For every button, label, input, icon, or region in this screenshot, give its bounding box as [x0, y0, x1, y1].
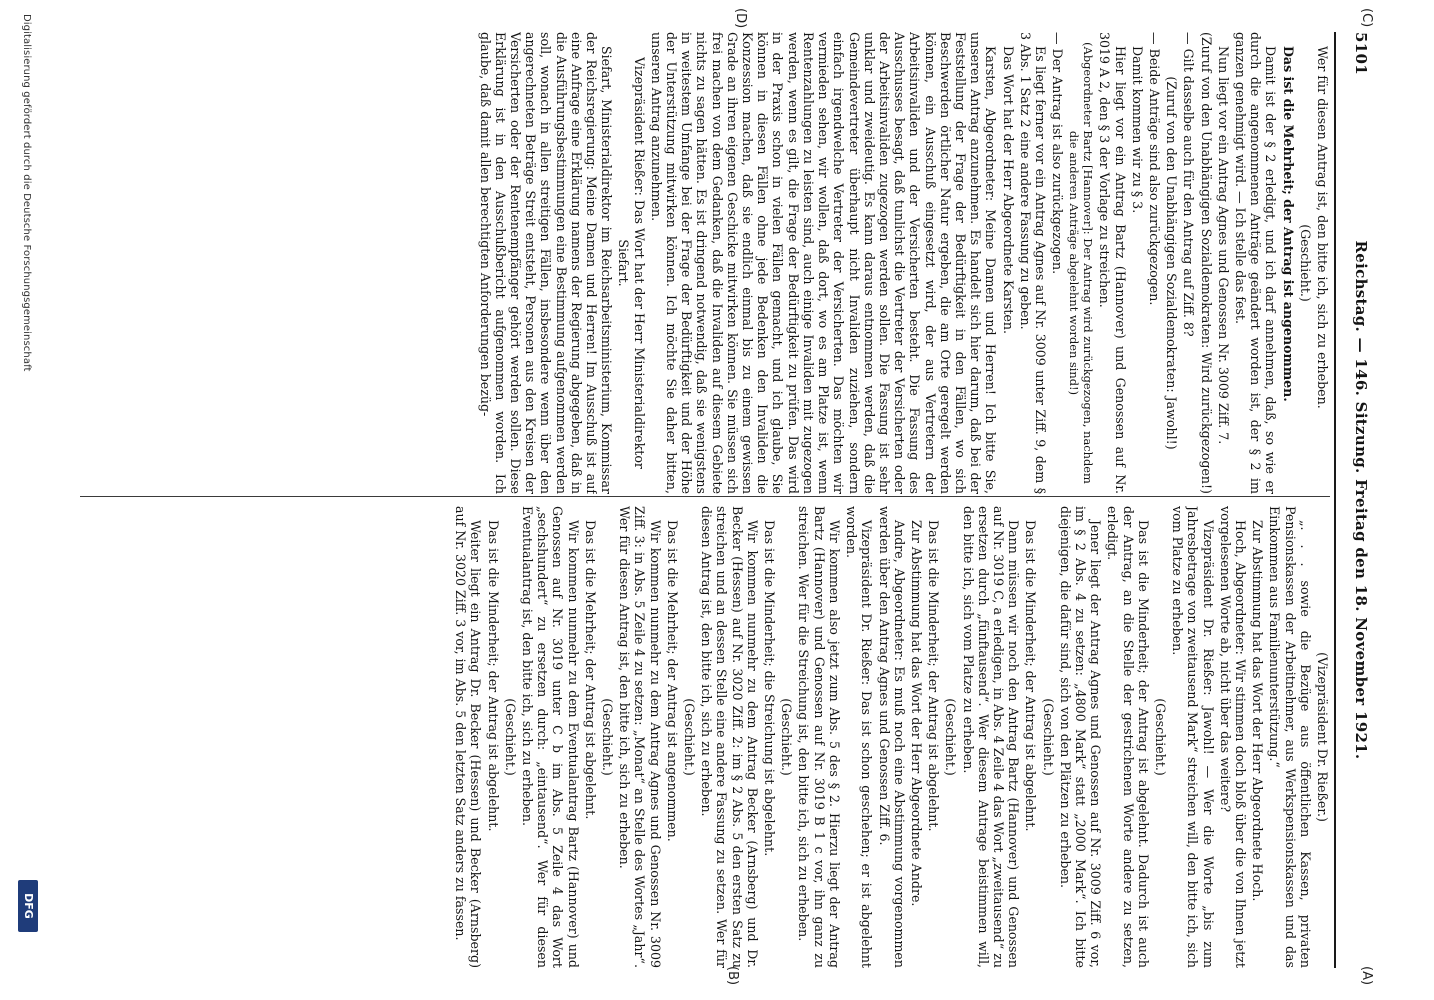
speech-hoch: Hoch, Abgeordneter: Wir stimmen doch bloß über die von Ihnen jetzt vorgelesenen Worte ab, nicht über das weitere? [1217, 506, 1248, 968]
stage-direction: (Geschieht.) [682, 698, 698, 776]
paragraph: Das ist die Minderheit; die Streichung ist abgelehnt. [762, 520, 778, 857]
paragraph: Vizepräsident Dr. Rießer: Das ist schon geschehen; er ist abgelehnt worden. [844, 506, 875, 968]
paragraph: Das Wort hat der Herr Abgeordnete Karsten. [1000, 46, 1016, 334]
stage-direction: (Geschieht.) [943, 698, 959, 776]
dfg-logo: DFG [18, 880, 38, 932]
paragraph: Wir kommen also jetzt zum Abs. 5 des § 2. Hierzu liegt der Antrag Bartz (Hannover) und Genossen auf Nr. 3019 B 1 c vor, ihn ganz zu streichen. Wer für die Streichung ist, den bitte ich, sich zu erheben. [796, 506, 842, 968]
paragraph: Vizepräsident Dr. Rießer: Jawohl! — Wer die Worte „bis zum Jahresbetrage von zweitausend Mark“ streichen will, den bitte ich, sich vom Platze zu erheben. [1170, 506, 1216, 968]
paragraph: Das ist die Mehrheit; der Antrag ist abgelehnt. [582, 520, 598, 820]
paragraph: Dann müssen wir noch den Antrag Bartz (Hannover) und Genossen auf Nr. 3019 C, a erledigen, in Abs. 4 Zeile 4 das Wort „zweitausend“ zu ersetzen durch „fünftausend“. Wer diesem Antrage beistimmen will, den bitte ich, sich vom Platze zu erheben. [960, 506, 1022, 968]
stage-direction: (Geschieht.) [779, 698, 795, 776]
right-column [90, 506, 1330, 968]
speech-andre: Andre, Abgeordneter: Es muß noch eine Abstimmung vorgenommen werden über den Antrag Agnes und Genossen Ziff. 6. [876, 506, 907, 968]
running-head: Reichstag. — 146. Sitzung. Freitag den 18. November 1921. [1352, 240, 1370, 760]
paragraph: Zur Abstimmung hat das Wort der Herr Abgeordnete Andre. [908, 520, 924, 907]
paragraph: Jener liegt der Antrag Agnes und Genossen auf Nr. 3009 Ziff. 6 vor, im § 2 Abs. 4 zu setzen: „4800 Mark“ statt „2000 Mark“. Ich bitte diejenigen, die dafür sind, sich von den Plätzen zu erheben. [1057, 506, 1104, 968]
speech-karsten: Karsten, Abgeordneter: Meine Damen und Herren! Ich bitte Sie, unseren Antrag anzunehmen. Es handelt sich hier darum, daß bei der Feststellung der Frage der Bedürftigkeit in den Fällen, wo sich Beschwerden örtlicher Natur ergeben, die am Orte geregelt werden können, ein Ausschuß eingesetzt wird, der aus Vertretern der Arbeitsinvaliden und der Versicherten besteht. Die Fassung des Ausschusses besagt, daß tunlichst die Vertreter der Versicherten oder der Arbeitsinvaliden zugezogen werden sollen. Die Fassung ist sehr unklar und zweideutig. Es kann daraus entnommen werden, daß die Gemeindevertreter überhaupt nicht Invaliden zuziehen, sondern einfach irgendwelche Vertreter der Versicherten. Das möchten wir vermieden sehen, wir wollen, daß dort, wo es am Platze ist, wenn Rentenzahlungen zu leisten sind, auch einige Invaliden mit zugezogen werden, wenn es gilt, die Frage der Bedürftigkeit zu prüfen. Das wird in der Praxis schon in vielen Fällen gemacht, und ich glaube, Sie können in diesen Fällen ohne jede Bedenken den Invaliden die Konzession machen, daß sie endlich einmal bis zu einem gewissen Grade an ihren eigenen Geschicke mitwirken können. Sie müssen sich frei machen von dem Gedanken, daß die Invaliden auf diesem Gebiete nichts zu sagen hätten. Es ist dringend notwendig, daß sie wenigstens in weitestem Umfange bei der Frage der Bedürftigkeit und der Höhe der Unterstützung mitwirken können. Ich möchte Sie daher bitten, unseren Antrag anzunehmen. [648, 32, 999, 494]
stage-direction: (Geschieht.) [1040, 698, 1056, 776]
stage-direction: (Geschieht.) [1152, 698, 1168, 776]
stage-direction: (Geschieht.) [502, 698, 518, 776]
paragraph: Wir kommen nunmehr zu dem Eventualantrag Bartz (Hannover) und Genossen auf Nr. 3019 unter C b im Abs. 5 Zeile 4 das Wort „sechshundert“ zu ersetzen durch: „eintausend“. Wer für diesen Eventualantrag ist, den bitte ich, sich zu erheben. [520, 506, 581, 968]
speech-siefart: Siefart, Ministerialdirektor im Reichsarbeitsministerium, Kommissar der Reichsregierung: Meine Damen und Herren! Im Ausschuß ist auf eine Anfrage eine Erklärung namens der Regierung abgegeben, daß in die Ausführungsbestimmungen eine Bestimmung aufgenommen werden soll, wonach in allen streitigen Fällen, insbesondere wenn über den angerechneten Beträge Streit entsteht, Personen aus den Kreisen der Versicherten oder der Rentenempfänger gehört werden sollen. Diese Erklärung ist in den Ausschußbericht aufgenommen worden. Ich glaube, daß damit allen berechtigten Anforderungen bezüg- [477, 32, 615, 494]
left-column [90, 32, 1330, 494]
margin-mark-a: (A) [1359, 966, 1374, 986]
paragraph: — Gilt dasselbe auch für den Antrag auf Ziff. 8? [1181, 32, 1197, 337]
paragraph: Hier liegt vor ein Antrag Bartz (Hannover) und Genossen auf Nr. 3019 A 2, den § 3 der Vorlage zu streichen. [1097, 32, 1128, 494]
paragraph: Wir kommen nunmehr zu dem Antrag Agnes und Genossen Nr. 3009 Ziff. 3: in Abs. 5 Zeile 4 zu setzen: „Monat“ an Stelle des Wortes „Jahr“. Wer für diesen Antrag ist, den bitte ich, sich zu erheben. [617, 506, 663, 968]
paragraph: Das ist die Minderheit; der Antrag ist abgelehnt. [926, 520, 942, 832]
interjection: (Abgeordneter Bartz [Hannover]: Der Antrag wird zurückgezogen, nachdem die anderen Anträge abgelehnt worden sind!) [1067, 42, 1096, 484]
paragraph: Das ist die Minderheit; der Antrag ist abgelehnt. [1023, 520, 1039, 832]
stage-direction: (Geschieht.) [1297, 224, 1313, 302]
stage-direction: (Geschieht.) [600, 698, 616, 776]
paragraph: Damit kommen wir zu § 3. [1129, 46, 1145, 214]
paragraph: Vizepräsident Rießer: Das Wort hat der Herr Ministerialdirektor Siefart. [616, 57, 647, 469]
paragraph: Das ist die Minderheit; der Antrag ist abgelehnt. Dadurch ist auch der Antrag, an die Stelle der gestrichenen Worte andere zu setzen, erledigt. [1105, 506, 1151, 968]
paragraph: Weiter liegt ein Antrag Dr. Becker (Hessen) und Becker (Arnsberg) auf Nr. 3020 Ziff. 3 vor, im Abs. 5 den letzten Satz anders zu fassen. [453, 506, 484, 968]
funding-note: Digitalisierung gefördert durch die Deutsche Forschungsgemeinschaft [21, 14, 32, 372]
speaker-note: (Vizepräsident Dr. Rießer.) [1315, 652, 1330, 822]
column-divider [80, 496, 1330, 497]
margin-mark-b: (B) [725, 966, 740, 986]
paragraph: Das ist die Mehrheit; der Antrag ist angenommen. [664, 520, 680, 842]
quotation: „. . . sowie die Bezüge aus öffentlichen Kassen, privaten Pensionskassen der Arbeitnehmer, aus Werkspensionskassen und das Einkommen aus Familienunterstützung.“ [1267, 506, 1313, 968]
paragraph: Damit ist der § 2 erledigt, und ich darf annehmen, daß, so wie er durch die angenommenen Anträge geändert worden ist, der § 2 im ganzen genehmigt wird. — Ich stelle das fest. [1232, 32, 1279, 494]
paragraph: — Beide Anträge sind also zurückgezogen. [1146, 32, 1162, 306]
paragraph: Wer für diesen Antrag ist, den bitte ich, sich zu erheben. [1315, 46, 1330, 409]
margin-mark-c: (C) [1359, 8, 1374, 28]
paragraph: Nun liegt vor ein Antrag Agnes und Genossen Nr. 3009 Ziff. 7. [1215, 46, 1231, 445]
margin-mark-d: (D) [733, 8, 748, 29]
page-header [1334, 32, 1376, 968]
paragraph: Zur Abstimmung hat das Wort der Herr Abgeordnete Hoch. [1250, 520, 1266, 902]
paragraph: Wir kommen nunmehr zu dem Antrag Becker (Arnsberg) und Dr. Becker (Hessen) auf Nr. 3020 Ziff. 2: im § 2 Abs. 5 den ersten Satz zu streichen und an dessen Stelle eine andere Fassung zu setzen. Wer für diesen Antrag ist, den bitte ich, sich zu erheben. [699, 506, 760, 968]
page-number: 5101 [1352, 32, 1370, 75]
paragraph: Das ist die Minderheit; der Antrag ist abgelehnt. [485, 520, 501, 832]
paragraph: — Der Antrag ist also zurückgezogen. [1050, 32, 1066, 275]
interjection: (Zuruf von den Unabhängigen Sozialdemokraten: Jawohl!) [1164, 76, 1180, 450]
paragraph: Es liegt ferner vor ein Antrag Agnes auf Nr. 3009 unter Ziff. 9, dem § 3 Abs. 1 Satz 2 eine andere Fassung zu geben. [1017, 32, 1048, 494]
paragraph: Das ist die Mehrheit; der Antrag ist angenommen. [1280, 46, 1296, 402]
interjection: (Zuruf von den Unabhängigen Sozialdemokraten: Wird zurückgezogen!) [1198, 32, 1214, 494]
